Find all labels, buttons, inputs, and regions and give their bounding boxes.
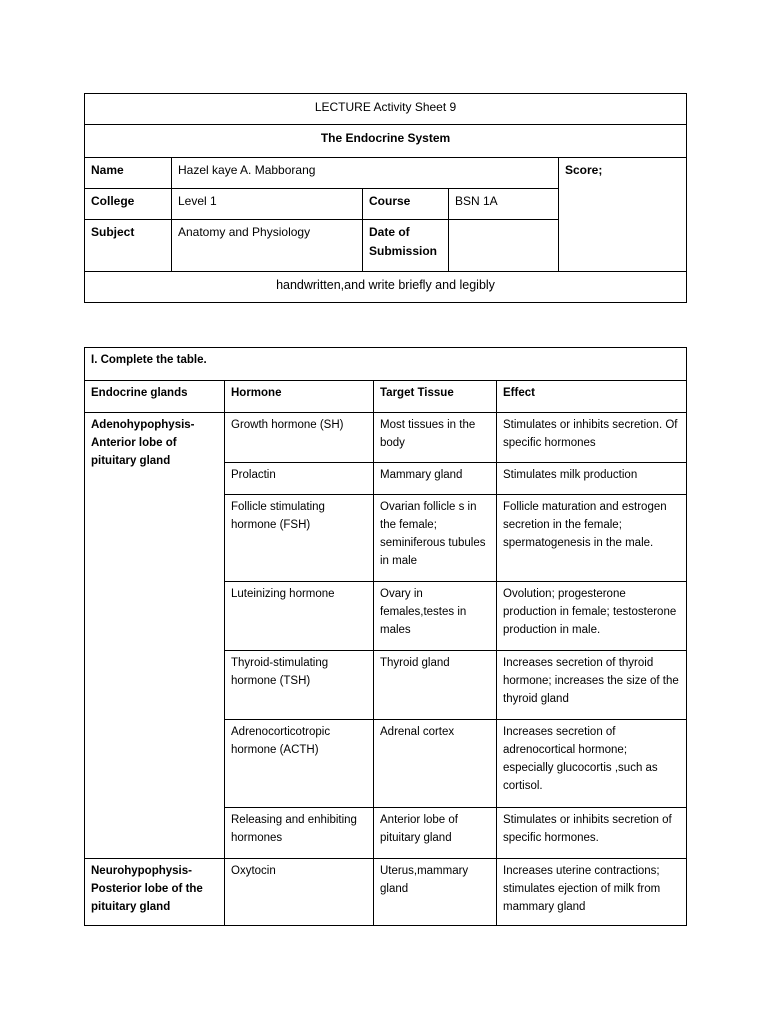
college-value: Level 1	[172, 189, 363, 220]
date-label-line1: Date of	[369, 225, 410, 239]
hormone-cell: Growth hormone (SH)	[225, 413, 374, 463]
subject-value: Anatomy and Physiology	[172, 220, 363, 272]
gland-adenohypophysis: Adenohypophysis- Anterior lobe of pituitary gland	[85, 413, 225, 859]
target-cell: Mammary gland	[374, 463, 497, 495]
column-header-glands: Endocrine glands	[85, 381, 225, 413]
instructions-note: handwritten,and write briefly and legibly	[85, 272, 687, 303]
table-row	[85, 413, 687, 463]
hormone-cell: Follicle stimulating hormone (FSH)	[225, 495, 374, 582]
hormone-cell: Adrenocorticotropic hormone (ACTH)	[225, 720, 374, 808]
hormone-cell: Oxytocin	[225, 859, 374, 926]
target-cell: Most tissues in the body	[374, 413, 497, 463]
hormone-table	[84, 347, 687, 926]
hormone-cell: Prolactin	[225, 463, 374, 495]
sheet-subtitle: The Endocrine System	[85, 125, 687, 158]
effect-cell: Ovolution; progesterone production in female; testosterone production in male.	[497, 582, 687, 651]
date-label-line2: Submission	[369, 244, 438, 258]
target-cell: Adrenal cortex	[374, 720, 497, 808]
target-cell: Ovarian follicle s in the female; seminiferous tubules in male	[374, 495, 497, 582]
effect-cell: Follicle maturation and estrogen secretion in the female; spermatogenesis in the male.	[497, 495, 687, 582]
header-table	[84, 93, 687, 303]
score-label: Score;	[559, 158, 687, 272]
gland-neurohypophysis: Neurohypophysis- Posterior lobe of the pituitary gland	[85, 859, 225, 926]
target-cell: Anterior lobe of pituitary gland	[374, 808, 497, 859]
effect-cell: Increases uterine contractions; stimulates ejection of milk from mammary gland	[497, 859, 687, 926]
college-label: College	[85, 189, 172, 220]
subject-label: Subject	[85, 220, 172, 272]
date-value	[449, 220, 559, 272]
effect-cell: Stimulates or inhibits secretion. Of specific hormones	[497, 413, 687, 463]
target-cell: Uterus,mammary gland	[374, 859, 497, 926]
target-cell: Ovary in females,testes in males	[374, 582, 497, 651]
effect-cell: Stimulates or inhibits secretion of specific hormones.	[497, 808, 687, 859]
column-header-hormone: Hormone	[225, 381, 374, 413]
column-header-target: Target Tissue	[374, 381, 497, 413]
target-cell: Thyroid gland	[374, 651, 497, 720]
date-of-submission-label	[363, 220, 449, 272]
name-value: Hazel kaye A. Mabborang	[172, 158, 559, 189]
course-value: BSN 1A	[449, 189, 559, 220]
table-instruction: I. Complete the table.	[85, 348, 687, 381]
effect-cell: Stimulates milk production	[497, 463, 687, 495]
name-label: Name	[85, 158, 172, 189]
hormone-cell: Releasing and enhibiting hormones	[225, 808, 374, 859]
column-header-effect: Effect	[497, 381, 687, 413]
hormone-cell: Thyroid-stimulating hormone (TSH)	[225, 651, 374, 720]
effect-cell: Increases secretion of adrenocortical hormone; especially glucocortis ,such as cortisol.	[497, 720, 687, 808]
hormone-cell: Luteinizing hormone	[225, 582, 374, 651]
table-row	[85, 859, 687, 926]
sheet-title: LECTURE Activity Sheet 9	[85, 94, 687, 125]
course-label: Course	[363, 189, 449, 220]
effect-cell: Increases secretion of thyroid hormone; increases the size of the thyroid gland	[497, 651, 687, 720]
